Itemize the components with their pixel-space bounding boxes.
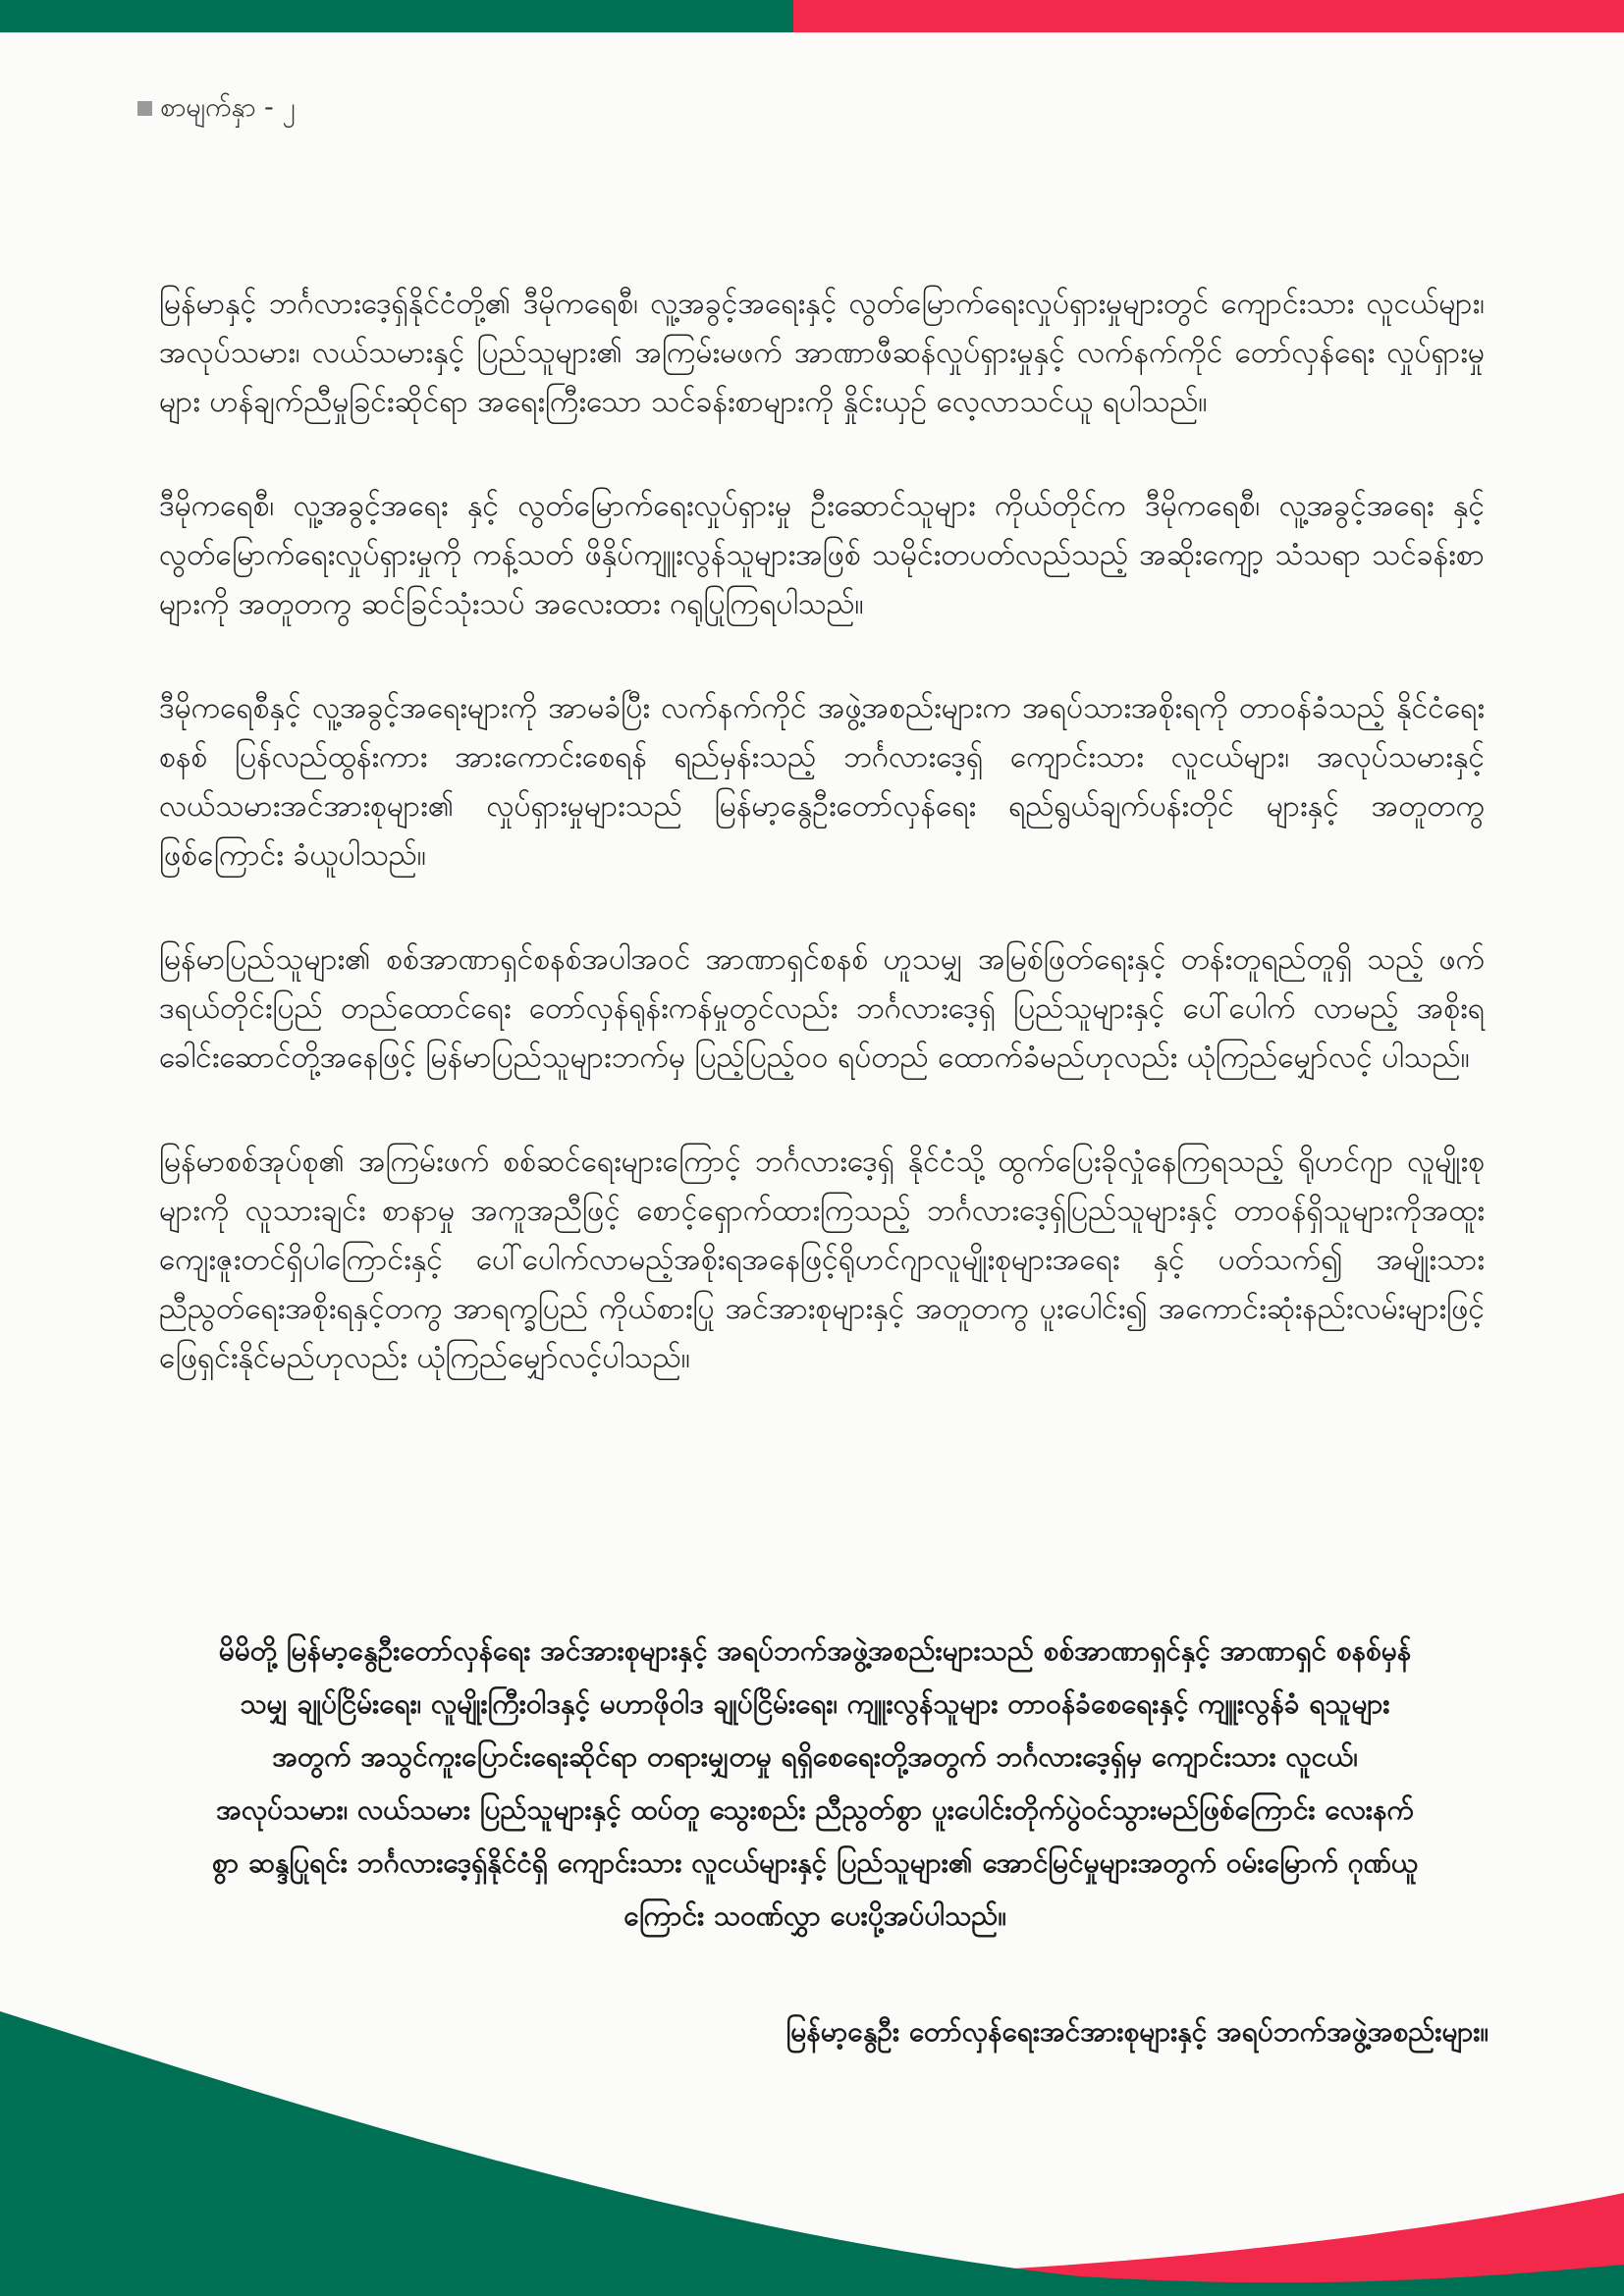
- bottom-wave-decoration: [0, 2011, 1624, 2296]
- top-bar-red: [793, 0, 1624, 32]
- top-color-bar: [0, 0, 1624, 32]
- page-label: [137, 88, 296, 128]
- closing-statement: မိမိတို့ မြန်မာ့နွေဦးတော်လှန်ရေး အင်အားစုများနှင့် အရပ်ဘက်အဖွဲ့အစည်းများသည် စစ်အာဏာရှင်နှင့် အာဏာရှင် စနစ်မှန်သမျှ ချုပ်ငြိမ်းရေး၊ လူမျိုးကြီးဝါဒနှင့် မဟာဖိုဝါဒ ချုပ်ငြိမ်းရေး၊ ကျူးလွန်သူများ တာဝန်ခံစေရေးနှင့် ကျူးလွန်ခံ ရသူများအတွက် အသွင်ကူးပြောင်းရေးဆိုင်ရာ တရားမျှတမှု ရရှိစေရေးတို့အတွက် ဘင်္ဂလားဒေ့ရှ်မှ ကျောင်းသား လူငယ်၊ အလုပ်သမား၊ လယ်သမား ပြည်သူများနှင့် ထပ်တူ သွေးစည်း ညီညွတ်စွာ ပူးပေါင်းတိုက်ပွဲဝင်သွားမည်ဖြစ်ကြောင်း လေးနက်စွာ ဆန္ဒပြုရင်း ဘင်္ဂလားဒေ့ရှ်နိုင်ငံရှိ ကျောင်းသား လူငယ်များနှင့် ပြည်သူများ၏ အောင်မြင်မှုများအတွက် ဝမ်းမြောက် ဂုဏ်ယူကြောင်း သဝဏ်လွှာ ပေးပို့အပ်ပါသည်။: [211, 1634, 1419, 1932]
- paragraph-5: မြန်မာစစ်အုပ်စု၏ အကြမ်းဖက် စစ်ဆင်ရေးများကြောင့် ဘင်္ဂလားဒေ့ရှ် နိုင်ငံသို့ ထွက်ပြေးခိုလှုံနေကြရသည့် ရိုဟင်ဂျာ လူမျိုးစုများကို လူသားချင်း စာနာမှု အကူအညီဖြင့် စောင့်ရှောက်ထားကြသည့် ဘင်္ဂလားဒေ့ရှ်ပြည်သူများနှင့် တာဝန်ရှိသူများကိုအထူးကျေးဇူးတင်ရှိပါကြောင်းနှင့် ပေါ်ပေါက်လာမည့်အစိုးရအနေဖြင့်ရိုဟင်ဂျာလူမျိုးစုများအရေး နှင့် ပတ်သက်၍ အမျိုးသားညီညွတ်ရေးအစိုးရနှင့်တကွ အာရက္ခပြည် ကိုယ်စားပြု အင်အားစုများနှင့် အတူတကွ ပူးပေါင်း၍ အကောင်းဆုံးနည်းလမ်းများဖြင့် ဖြေရှင်းနိုင်မည်ဟုလည်း ယုံကြည်မျှော်လင့်ပါသည်။: [159, 1145, 1485, 1375]
- top-bar-green: [0, 0, 793, 32]
- page-number-text: စာမျက်နှာ - ၂: [160, 92, 296, 123]
- square-bullet-icon: [137, 101, 152, 116]
- paragraph-4: မြန်မာပြည်သူများ၏ စစ်အာဏာရှင်စနစ်အပါအဝင် အာဏာရှင်စနစ် ဟူသမျှ အမြစ်ဖြတ်ရေးနှင့် တန်းတူရည်တူရှိ သည့် ဖက်ဒရယ်တိုင်းပြည် တည်ထောင်ရေး တော်လှန်ရုန်းကန်မှုတွင်လည်း ဘင်္ဂလားဒေ့ရှ် ပြည်သူများနှင့် ပေါ်ပေါက် လာမည့် အစိုးရခေါင်းဆောင်တို့အနေဖြင့် မြန်မာပြည်သူများဘက်မှ ပြည့်ပြည့်ဝဝ ရပ်တည် ထောက်ခံမည်ဟုလည်း ယုံကြည်မျှော်လင့် ပါသည်။: [159, 942, 1485, 1075]
- paragraph-3: ဒီမိုကရေစီနှင့် လူ့အခွင့်အရေးများကို အာမခံပြီး လက်နက်ကိုင် အဖွဲ့အစည်းများက အရပ်သားအစိုးရကို တာဝန်ခံသည့် နိုင်ငံရေးစနစ် ပြန်လည်ထွန်းကား အားကောင်းစေရန် ရည်မှန်းသည့် ဘင်္ဂလားဒေ့ရှ် ကျောင်းသား လူငယ်များ၊ အလုပ်သမားနှင့် လယ်သမားအင်အားစုများ၏ လှုပ်ရှားမှုများသည် မြန်မာ့နွေဦးတော်လှန်ရေး ရည်ရွယ်ချက်ပန်းတိုင် များနှင့် အတူတကွ ဖြစ်ကြောင်း ခံယူပါသည်။: [159, 691, 1485, 873]
- paragraph-1: မြန်မာနှင့် ဘင်္ဂလားဒေ့ရှ်နိုင်ငံတို့၏ ဒီမိုကရေစီ၊ လူ့အခွင့်အရေးနှင့် လွတ်မြောက်ရေးလှုပ်ရှားမှုများတွင် ကျောင်းသား လူငယ်များ၊ အလုပ်သမား၊ လယ်သမားနှင့် ပြည်သူများ၏ အကြမ်းမဖက် အာဏာဖီဆန်လှုပ်ရှားမှုနှင့် လက်နက်ကိုင် တော်လှန်ရေး လှုပ်ရှားမှုများ ဟန်ချက်ညီမှုခြင်းဆိုင်ရာ အရေးကြီးသော သင်ခန်းစာများကို နှိုင်းယှဉ် လေ့လာသင်ယူ ရပါသည်။: [159, 287, 1485, 419]
- signature-line: မြန်မာ့နွေဦး တော်လှန်ရေးအင်အားစုများနှင့် အရပ်ဘက်အဖွဲ့အစည်းများ။: [785, 2015, 1489, 2048]
- paragraph-2: ဒီမိုကရေစီ၊ လူ့အခွင့်အရေး နှင့် လွတ်မြောက်ရေးလှုပ်ရှားမှု ဦးဆောင်သူများ ကိုယ်တိုင်က ဒီမိုကရေစီ၊ လူ့အခွင့်အရေး နှင့် လွတ်မြောက်ရေးလှုပ်ရှားမှုကို ကန့်သတ် ဖိနှိပ်ကျူးလွန်သူများအဖြစ် သမိုင်းတပတ်လည်သည့် အဆိုးကျော့ သံသရာ သင်ခန်းစာများကို အတူတကွ ဆင်ခြင်သုံးသပ် အလေးထား ဂရုပြုကြရပါသည်။: [159, 489, 1485, 621]
- body-content: [159, 280, 1485, 1438]
